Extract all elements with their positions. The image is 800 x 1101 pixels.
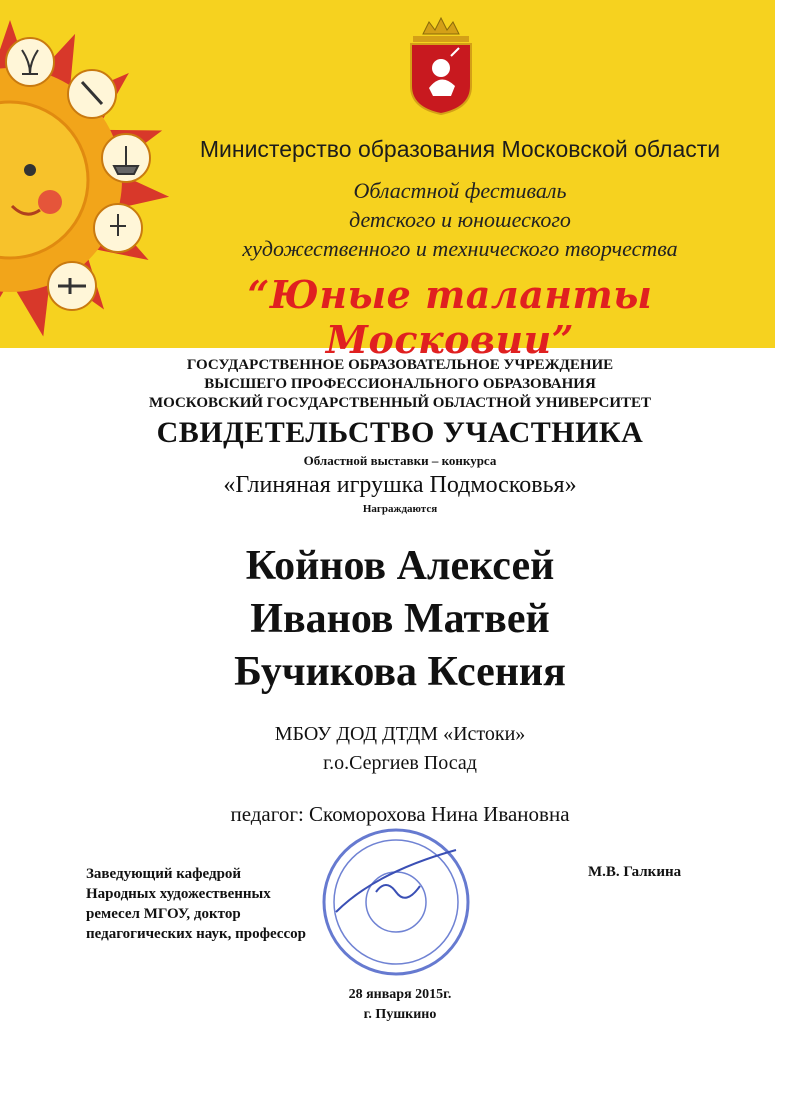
coat-of-arms-icon [405, 16, 477, 116]
school-city: г.о.Сергиев Посад [323, 752, 477, 774]
signatory-position-line: Народных художественных [86, 886, 271, 902]
festival-line: художественного и технического творчества [242, 236, 678, 261]
school-info [60, 720, 740, 778]
festival-line: Областной фестиваль [353, 178, 567, 203]
institution-name [60, 356, 740, 413]
institution-line: ГОСУДАРСТВЕННОЕ ОБРАЗОВАТЕЛЬНОЕ УЧРЕЖДЕНИЕ [186, 357, 614, 373]
signatory-position-line: Заведующий кафедрой [86, 866, 242, 882]
signatory-position-line: педагогических наук, профессор [86, 926, 306, 942]
institution-line: МОСКОВСКИЙ ГОСУДАРСТВЕННЫЙ ОБЛАСТНОЙ УНИВЕРСИТЕТ [148, 395, 652, 411]
recipients-list [60, 540, 740, 699]
awarded-label: Награждаются [362, 503, 438, 515]
institution-line: ВЫСШЕГО ПРОФЕССИОНАЛЬНОГО ОБРАЗОВАНИЯ [204, 376, 596, 392]
school-name: МБОУ ДОД ДТДМ «Истоки» [274, 723, 526, 745]
ministry-title: Министерство образования Московской области [199, 136, 721, 162]
signatory-name: М.В. Галкина [588, 864, 682, 880]
signatory-position-line: ремесел МГОУ, доктор [86, 906, 241, 922]
signatory-position [86, 864, 386, 944]
recipient-name: Койнов Алексей [245, 543, 555, 589]
teacher-name: педагог: Скоморохова Нина Ивановна [230, 802, 570, 826]
contest-name: «Глиняная игрушка Подмосковья» [223, 472, 577, 498]
recipient-name: Иванов Матвей [250, 596, 550, 642]
certificate-title: СВИДЕТЕЛЬСТВО УЧАСТНИКА [156, 416, 644, 449]
issue-date-place [300, 985, 500, 1025]
recipient-name: Бучикова Ксения [234, 649, 566, 695]
festival-line: детского и юношеского [349, 207, 571, 232]
certificate-subtitle: Областной выставки – конкурса [303, 453, 497, 468]
header-band [0, 0, 775, 362]
issue-place: г. Пушкино [363, 1007, 437, 1022]
festival-slogan: “Юные таланты Московии” [247, 272, 653, 362]
issue-date: 28 января 2015г. [348, 987, 452, 1002]
festival-title [170, 176, 750, 263]
